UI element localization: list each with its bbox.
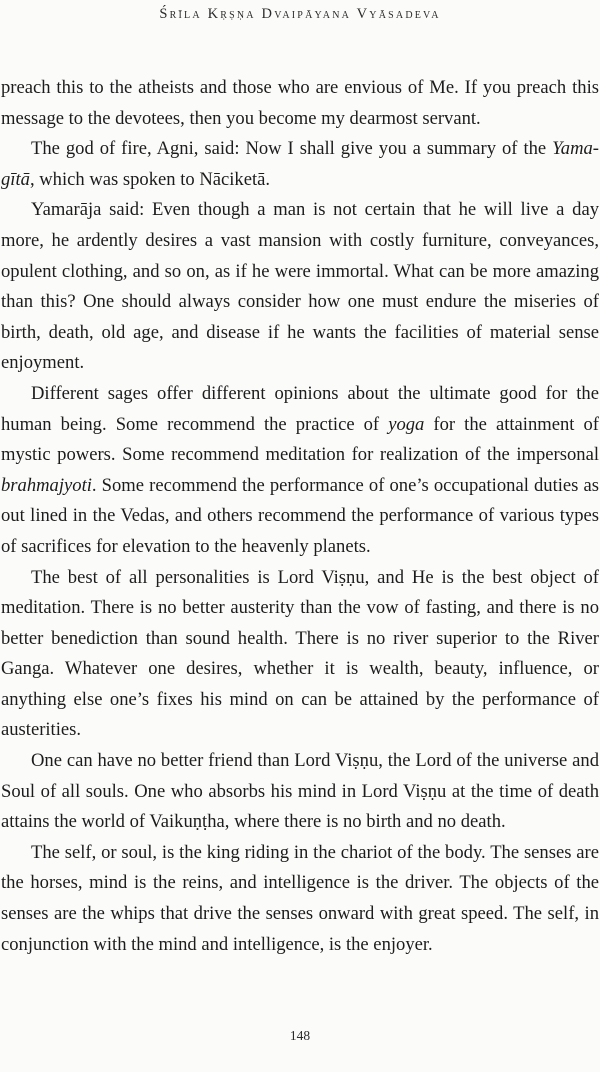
- text-run: One can have no better friend than Lord Viṣṇu, the Lord of the universe and Soul of all souls. One who absorbs his mind in Lord Viṣṇu at the time of death attains the world of Vaikuṇṭha, where there is no birth and no death.: [1, 750, 599, 833]
- body-text: [1, 73, 599, 960]
- text-run: Yamarāja said: Even though a man is not certain that he will live a day more, he ardently desires a vast mansion with costly furniture, conveyances, opulent clothing, and so on, as if he were immortal. What can be more amazing than this? One should always consider how one must endure the miseries of birth, death, old age, and disease if he wants the facilities of material sense enjoyment.: [1, 199, 599, 374]
- text-run: for the attainment of mystic powers. Some recommend meditation for realization of the impersonal: [1, 413, 599, 466]
- paragraph: [1, 73, 599, 134]
- text-run: The self, or soul, is the king riding in the chariot of the body. The senses are the horses, mind is the reins, and intelligence is the driver. The objects of the senses are the whips that drive the senses onward with great speed. The self, in conjunction with the mind and intelligence, is the enjoyer.: [1, 841, 599, 955]
- italic-term: Yama-gītā: [1, 138, 599, 190]
- page-number: 148: [289, 1028, 311, 1043]
- paragraph: [1, 195, 599, 379]
- paragraph: [1, 134, 599, 195]
- italic-term: yoga: [388, 413, 425, 435]
- italic-term: brahmajyoti: [1, 474, 92, 496]
- text-run: preach this to the atheists and those who are envious of Me. If you preach this message to the devotees, then you become my dearmost servant.: [1, 77, 599, 129]
- paragraph: [1, 746, 599, 838]
- running-head: Śrīla Kṛṣṇa Dvaipāyana Vyāsadeva: [159, 6, 441, 22]
- text-run: , which was spoken to Nāciketā.: [29, 168, 271, 190]
- paragraph: [1, 379, 599, 563]
- text-run: The god of fire, Agni, said: Now I shall give you a summary of the: [31, 138, 553, 160]
- text-run: The best of all personalities is Lord Viṣṇu, and He is the best object of meditation. There is no better austerity than the vow of fasting, and there is no better benediction than sound health. There is no river superior to the River Ganga. Whatever one desires, whether it is wealth, beauty, influence, or anything else one’s fixes his mind on can be attained by the performance of austerities.: [1, 566, 599, 741]
- text-run: Different sages offer different opinions about the ultimate good for the human being. Some recommend the practice of: [1, 382, 599, 435]
- text-run: . Some recommend the performance of one’s occupational duties as out lined in the Vedas, and others recommend the performance of various types of sacrifices for elevation to the heavenly planets.: [1, 474, 599, 557]
- paragraph: [1, 563, 599, 747]
- paragraph: [1, 838, 599, 960]
